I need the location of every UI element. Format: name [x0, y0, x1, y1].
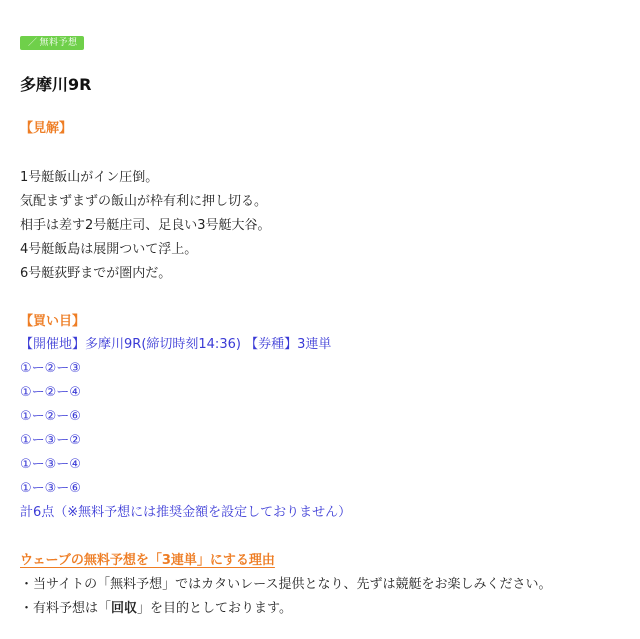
reason-heading: ウェーブの無料予想を「3連単」にする理由 — [20, 553, 275, 568]
bet-line-3: ①ー②ー⑥ — [20, 409, 81, 424]
analysis-line-5: 6号艇荻野までが圏内だ。 — [20, 266, 172, 281]
article — [20, 30, 620, 616]
buy-heading: 【買い目】 — [20, 314, 86, 329]
reason-line-2-prefix: ・有料予想は「 — [20, 601, 112, 616]
page-title: 多摩川9R — [20, 75, 92, 94]
bet-line-6: ①ー③ー⑥ — [20, 481, 81, 496]
bet-line-1: ①ー②ー③ — [20, 361, 81, 376]
free-prediction-badge — [20, 36, 84, 50]
venue-value: 多摩川9R(締切時刻14:36) — [85, 337, 241, 352]
badge-slash: ／ — [28, 38, 38, 48]
analysis-line-2: 気配まずまずの飯山が枠有利に押し切る。 — [20, 194, 268, 209]
bet-total: 計6点（※無料予想には推奨金額を設定しておりません） — [20, 505, 352, 520]
bet-line-2: ①ー②ー④ — [20, 385, 81, 400]
venue-line — [20, 336, 331, 354]
reason-line-2 — [20, 600, 292, 618]
reason-line-1: ・当サイトの「無料予想」ではカタいレース提供となり、先ずは競艇をお楽しみください。 — [20, 577, 552, 592]
bet-line-5: ①ー③ー④ — [20, 457, 81, 472]
analysis-line-3: 相手は差す2号艇庄司、足良い3号艇大谷。 — [20, 218, 271, 233]
ticket-type-value: 3連単 — [297, 337, 332, 352]
badge-label: 無料予想 — [39, 38, 78, 48]
venue-label: 【開催地】 — [20, 337, 86, 352]
analysis-line-4: 4号艇飯島は展開ついて浮上。 — [20, 242, 198, 257]
ticket-type-label: 【券種】 — [245, 337, 298, 352]
view-heading: 【見解】 — [20, 121, 73, 136]
analysis-line-1: 1号艇飯山がイン圧倒。 — [20, 170, 159, 185]
bet-line-4: ①ー③ー② — [20, 433, 81, 448]
reason-line-2-bold: 回収 — [111, 601, 138, 616]
reason-line-2-suffix: 」を目的としております。 — [137, 601, 292, 616]
